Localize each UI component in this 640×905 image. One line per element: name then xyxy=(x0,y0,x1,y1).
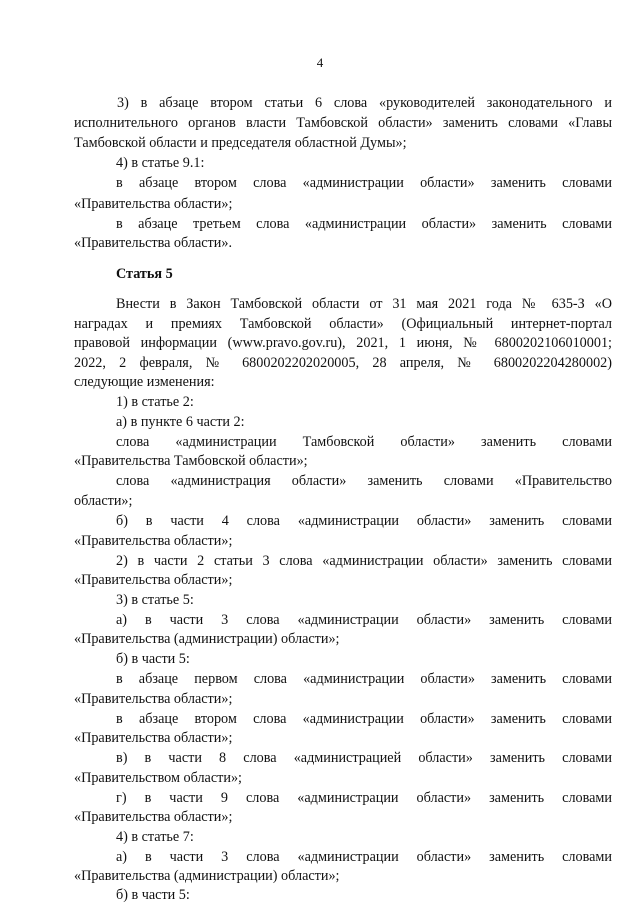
article-heading: Статья 5 xyxy=(116,266,173,282)
page-number: 4 xyxy=(316,55,324,70)
text-line: слова «администрация области» заменить словами «Правительство xyxy=(116,473,612,489)
text-line: б) в части 5: xyxy=(116,651,190,667)
text-line: «Правительства области»; xyxy=(74,730,233,746)
text-line: «Правительством области»; xyxy=(74,770,242,786)
text-line: 3) в абзаце втором статьи 6 слова «руководителей законодательного и xyxy=(117,95,612,111)
text-line: исполнительного органов власти Тамбовской области» заменить словами «Главы xyxy=(74,115,612,131)
text-line: г) в части 9 слова «администрации области» заменить словами xyxy=(116,790,612,806)
text-line: б) в части 5: xyxy=(116,887,190,903)
text-line: в абзаце первом слова «администрации области» заменить словами xyxy=(116,671,612,687)
text-line: 4) в статье 9.1: xyxy=(116,155,205,171)
text-line: а) в части 3 слова «администрации области» заменить словами xyxy=(116,612,612,628)
text-line: правовой информации (www.pravo.gov.ru), 2021, 1 июня, № 6800202106010001; xyxy=(74,335,612,351)
text-line: «Правительства области»; xyxy=(74,533,233,549)
text-line: «Правительства (администрации) области»; xyxy=(74,631,340,647)
text-line: области»; xyxy=(74,493,133,509)
text-line: в абзаце втором слова «администрации области» заменить словами xyxy=(116,175,612,191)
text-line: «Правительства Тамбовской области»; xyxy=(74,453,308,469)
text-line: б) в части 4 слова «администрации области» заменить словами xyxy=(116,513,612,529)
text-line: «Правительства области»; xyxy=(74,691,233,707)
text-line: «Правительства области»; xyxy=(74,809,233,825)
text-line: «Правительства области». xyxy=(74,235,232,251)
text-line: 1) в статье 2: xyxy=(116,394,194,410)
text-line: 4) в статье 7: xyxy=(116,829,194,845)
text-line: в) в части 8 слова «администрацией области» заменить словами xyxy=(116,750,612,766)
text-line: «Правительства области»; xyxy=(74,572,233,588)
text-line: 2) в части 2 статьи 3 слова «администрации области» заменить словами xyxy=(116,553,612,569)
text-line: Тамбовской области и председателя областной Думы»; xyxy=(74,135,407,151)
text-line: Внести в Закон Тамбовской области от 31 мая 2021 года № 635-З «О xyxy=(116,296,612,312)
text-line: 3) в статье 5: xyxy=(116,592,194,608)
text-line: в абзаце третьем слова «администрации области» заменить словами xyxy=(116,216,612,232)
text-line: «Правительства (администрации) области»; xyxy=(74,868,340,884)
text-line: а) в пункте 6 части 2: xyxy=(116,414,245,430)
text-line: «Правительства области»; xyxy=(74,196,233,212)
text-line: наградах и премиях Тамбовской области» (Официальный интернет-портал xyxy=(74,316,612,332)
text-line: следующие изменения: xyxy=(74,374,215,390)
text-line: 2022, 2 февраля, № 6800202202020005, 28 апреля, № 6800202204280002) xyxy=(74,355,612,371)
text-line: слова «администрации Тамбовской области» заменить словами xyxy=(116,434,612,450)
text-line: а) в части 3 слова «администрации области» заменить словами xyxy=(116,849,612,865)
text-line: в абзаце втором слова «администрации области» заменить словами xyxy=(116,711,612,727)
